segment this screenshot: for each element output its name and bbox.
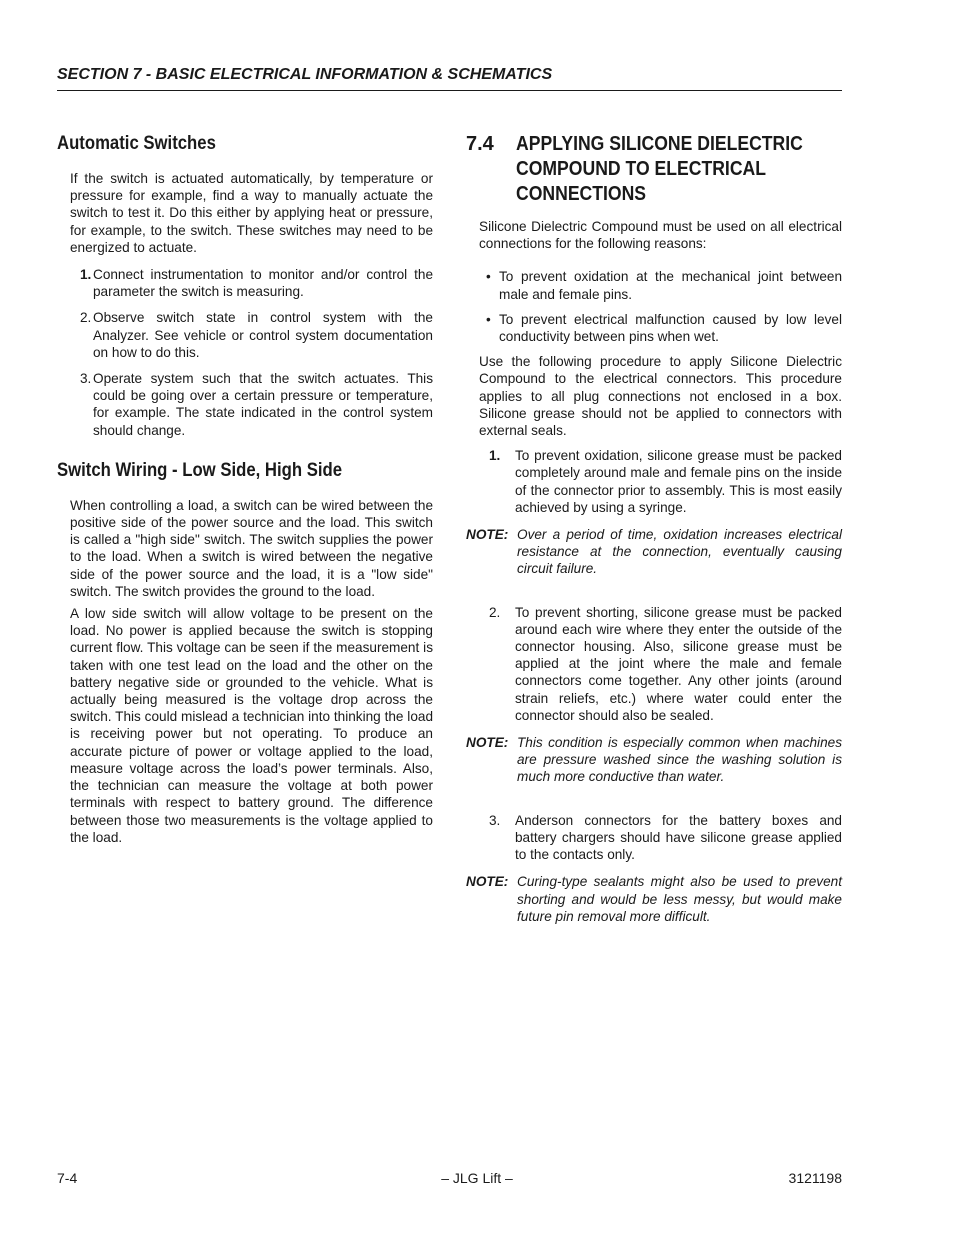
section-title-line: COMPOUND TO ELECTRICAL: [516, 158, 766, 180]
reasons-list: [466, 268, 842, 345]
step-text: Operate system such that the switch actuates. This could be going over a certain pressure or temperature, for example. The state indicated in the control system should change.: [93, 371, 433, 438]
section-header: SECTION 7 - BASIC ELECTRICAL INFORMATION & SCHEMATICS: [57, 66, 553, 83]
procedure-step-2: [466, 604, 842, 724]
switch-wiring-heading: Switch Wiring - Low Side, High Side: [57, 459, 343, 481]
note-label: NOTE:: [466, 735, 509, 751]
automatic-switches-paragraph: If the switch is actuated automatically, by temperature or pressure for example, find a way to manually actuate the switch to test it. Do this either by applying heat or pressure, for example, to the switch. These switches may need to be energized to actuate.: [70, 171, 433, 255]
page-number: 7-4: [57, 1170, 78, 1186]
bullet-icon: •: [486, 269, 491, 285]
step-number: 3.: [80, 371, 92, 387]
procedure-step-1: [466, 447, 842, 516]
header-rule: [57, 90, 842, 91]
switch-wiring-paragraph-1: When controlling a load, a switch can be wired between the positive side of the power source and the load. This switch is called a "high side" switch. The switch supplies the power to the load. When a switch is wired between the negative side of the power source and the load, it is a "low side" switch. The switch provides the ground to the load.: [70, 497, 433, 599]
list-item: [466, 447, 842, 516]
list-item: [57, 370, 433, 439]
list-item: [466, 604, 842, 724]
step-number: 3.: [489, 812, 501, 828]
note-text: This condition is especially common when machines are pressure washed since the washing solution is much more conductive than water.: [517, 735, 842, 785]
right-column: [466, 132, 842, 925]
note-label: NOTE:: [466, 874, 509, 890]
section-heading: [466, 132, 842, 207]
list-item: [57, 309, 433, 361]
automatic-switches-steps: [57, 266, 433, 439]
note-text: Curing-type sealants might also be used to prevent shorting and would be less messy, but would make future pin removal more difficult.: [517, 874, 842, 924]
note-1: [466, 526, 842, 578]
bullet-icon: •: [486, 311, 491, 327]
list-item: [466, 268, 842, 302]
step-text: Observe switch state in control system with the Analyzer. See vehicle or control system documentation on how to do this.: [93, 310, 433, 360]
bullet-text: To prevent electrical malfunction caused by low level conductivity between pins when wet.: [499, 311, 842, 345]
step-text: To prevent oxidation, silicone grease must be packed completely around male and female pins on the inside of the connector prior to assembly. This is most easily achieved by using a syringe.: [515, 448, 842, 515]
section-title-line: APPLYING SILICONE DIELECTRIC: [516, 133, 803, 155]
section-title: [516, 132, 842, 207]
step-number: 1.: [489, 448, 501, 464]
procedure-step-3: [466, 812, 842, 864]
section-title-line: CONNECTIONS: [516, 183, 647, 205]
note-3: [466, 873, 842, 925]
switch-wiring-paragraph-2: A low side switch will allow voltage to be present on the load. No power is applied because the switch is stopping current flow. This voltage can be seen if the measurement is taken with one test lead on the load and the other on the battery negative side or grounded to the vehicle. What is actually being measured is the voltage drop across the switch. This could mislead a technician into thinking the load is receiving power but not operating. To produce an accurate picture of power or voltage applied to the load, measure voltage across the load’s power terminals. Also, the technician can measure the voltage at both power terminals with respect to battery ground. The difference between those two measurements is the voltage applied to the load.: [70, 606, 433, 845]
note-text: Over a period of time, oxidation increases electrical resistance at the connection, eventually causing circuit failure.: [517, 527, 842, 577]
step-number: 1.: [80, 267, 92, 283]
bullet-text: To prevent oxidation at the mechanical joint between male and female pins.: [499, 269, 842, 302]
note-2: [466, 734, 842, 786]
left-column: [57, 132, 433, 846]
list-item: [466, 311, 842, 345]
section-number: 7.4: [466, 133, 494, 155]
step-text: Anderson connectors for the battery boxes and battery chargers should have silicone grease applied to the contacts only.: [515, 812, 842, 863]
intro-paragraph: Silicone Dielectric Compound must be used on all electrical connections for the following reasons:: [479, 219, 842, 252]
procedure-paragraph: Use the following procedure to apply Silicone Dielectric Compound to the electrical connectors. This procedure applies to all plug connections not enclosed in a box. Silicone grease should not be applied to connectors with external seals.: [479, 354, 842, 439]
footer-brand: – JLG Lift –: [441, 1170, 513, 1186]
step-number: 2.: [489, 604, 501, 620]
step-number: 2.: [80, 310, 92, 326]
step-text: To prevent shorting, silicone grease must be packed around each wire where they enter the outside of the connector housing. Also, silicone grease must be applied at the joint where the male and female connectors come together. Any other joints (around strain reliefs, etc.) where water could enter the connector should also be sealed.: [515, 604, 842, 723]
step-text: Connect instrumentation to monitor and/or control the parameter the switch is measuring.: [93, 267, 433, 300]
list-item: [57, 266, 433, 300]
note-label: NOTE:: [466, 527, 509, 543]
list-item: [466, 812, 842, 864]
document-number: 3121198: [788, 1170, 842, 1186]
automatic-switches-heading: Automatic Switches: [57, 133, 216, 154]
